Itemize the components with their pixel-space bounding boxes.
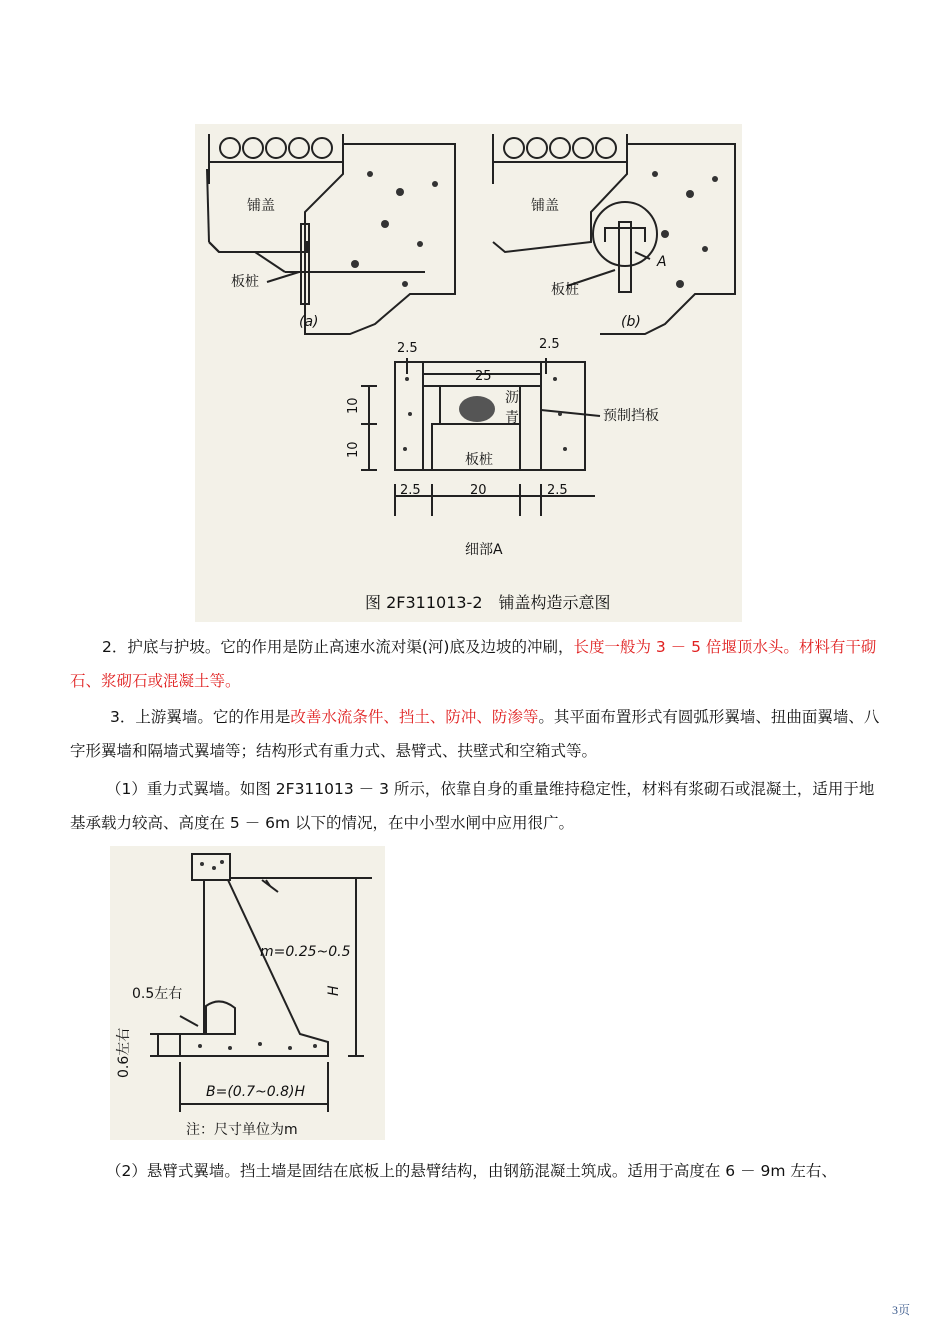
label-detail-banzhuang: 板桩 — [465, 452, 493, 468]
paragraph-yiqiang-highlight: 改善水流条件、挡土、防冲、防渗等 — [290, 708, 539, 726]
label-06-zuoyou: 0.6左右 — [116, 1027, 132, 1078]
dim-10-upper: 10 — [346, 397, 361, 414]
paragraph-yiqiang-text2: 。其平面布置形式有圆弧形翼墙、扭曲面翼墙、八字形翼墙和隔墙式翼墙等；结构形式有重力式、悬臂式、扶壁式和空箱式等。 — [70, 708, 880, 760]
dim-bottom-left: 2.5 — [400, 483, 421, 498]
label-height-h: H — [326, 985, 342, 996]
dim-bottom-mid: 20 — [470, 483, 487, 498]
paragraph-xuanbi: （2）悬臂式翼墙。挡土墙是固结在底板上的悬臂结构，由钢筋混凝土筑成。适用于高度在 6 － 9m 左右、 — [106, 1162, 837, 1180]
caption-b: (b) — [621, 314, 641, 330]
paragraph-yiqiang-text1: 3．上游翼墙。它的作用是 — [110, 708, 291, 726]
dim-25: 25 — [475, 369, 492, 384]
label-pugai-b: 铺盖 — [531, 198, 559, 214]
figure2-note: 注：尺寸单位为m — [186, 1122, 298, 1138]
dim-top-left: 2.5 — [397, 341, 418, 356]
dim-top-right: 2.5 — [539, 337, 560, 352]
paragraph-zhongli: （1）重力式翼墙。如图 2F311013 － 3 所示，依靠自身的重量维持稳定性，材料有浆砌石或混凝土，适用于地基承载力较高、高度在 5 － 6m 以下的情况，在中小型水闸中应用很广。 — [70, 780, 875, 832]
figure1-title: 图 2F311013-2 铺盖构造示意图 — [365, 593, 611, 612]
paragraph-hudi-highlight: 长度一般为 3 － 5 倍堰顶水头。材料有干砌石、浆砌石或混凝土等。 — [70, 638, 877, 690]
label-liqing-1: 沥 — [505, 390, 519, 406]
dim-bottom-right: 2.5 — [547, 483, 568, 498]
label-liqing-2: 青 — [505, 410, 519, 426]
label-05-zuoyou: 0.5左右 — [132, 986, 183, 1002]
figure-zhongli-yiqiang — [110, 846, 385, 1140]
label-b-width: B=(0.7~0.8)H — [206, 1084, 306, 1100]
paragraph-hudi — [70, 630, 885, 698]
figure-pugai — [195, 124, 742, 622]
dim-10-lower: 10 — [346, 441, 361, 458]
figure-zhongli-drawing — [110, 846, 385, 1140]
caption-a: (a) — [299, 314, 319, 330]
label-banzhuang-a: 板桩 — [231, 274, 259, 290]
figure-pugai-drawing — [195, 124, 742, 622]
label-pugai-a: 铺盖 — [247, 198, 275, 214]
page-number: 3页 — [891, 1303, 910, 1317]
label-detail-a: 细部A — [465, 542, 503, 558]
paragraph-hudi-text: 2．护底与护坡。它的作用是防止高速水流对渠(河)底及边坡的冲刷， — [102, 638, 574, 656]
label-a-marker: A — [657, 254, 667, 270]
label-m-slope: m=0.25~0.5 — [260, 944, 351, 960]
label-banzhuang-b: 板桩 — [551, 282, 579, 298]
paragraph-yiqiang — [70, 700, 885, 768]
label-yuzhi-dangban: 预制挡板 — [603, 408, 659, 424]
